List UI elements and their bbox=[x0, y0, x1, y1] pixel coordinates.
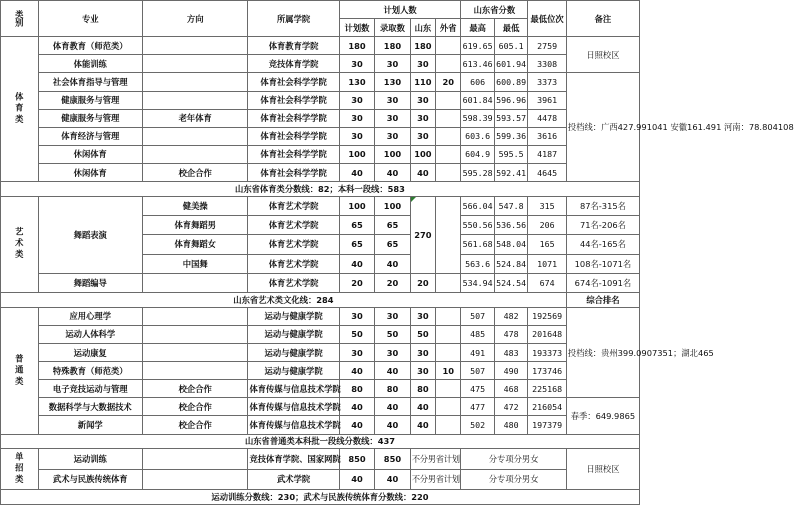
shandong-cell: 20 bbox=[410, 273, 435, 292]
shandong-cell: 180 bbox=[410, 37, 435, 55]
direction-cell bbox=[142, 449, 247, 469]
outside-cell bbox=[436, 37, 461, 55]
pe-summary: 山东省体育类分数线：82；本科一段线：583 bbox=[1, 182, 640, 197]
max-cell: 603.6 bbox=[461, 127, 494, 145]
rank-cell: 3616 bbox=[528, 127, 567, 145]
min-cell: 490 bbox=[494, 362, 527, 380]
college-cell: 体育社会科学学院 bbox=[248, 127, 339, 145]
major-cell: 武术与民族传统体育 bbox=[38, 469, 142, 489]
college-cell: 体育传媒与信息技术学院 bbox=[248, 380, 339, 398]
major-cell: 体能训练 bbox=[38, 55, 142, 73]
min-cell: 548.04 bbox=[494, 235, 527, 254]
note-cell-single: 日照校区 bbox=[566, 449, 639, 489]
direction-cell bbox=[142, 127, 247, 145]
direction-cell bbox=[142, 37, 247, 55]
rank-cell: 3961 bbox=[528, 91, 567, 109]
rank-cell: 197379 bbox=[528, 416, 567, 434]
plan-cell: 40 bbox=[339, 362, 374, 380]
admit-cell: 40 bbox=[375, 362, 410, 380]
college-cell: 武术学院 bbox=[248, 469, 339, 489]
table-row bbox=[1, 163, 640, 181]
general-summary: 山东省普通类本科批一段线分数线：437 bbox=[1, 434, 640, 449]
rank-cell: 2759 bbox=[528, 37, 567, 55]
college-cell: 运动与健康学院 bbox=[248, 343, 339, 361]
direction-cell: 健美操 bbox=[142, 197, 247, 216]
table-row bbox=[1, 127, 640, 145]
shandong-cell: 30 bbox=[410, 362, 435, 380]
shandong-cell: 50 bbox=[410, 325, 435, 343]
major-cell: 健康服务与管理 bbox=[38, 91, 142, 109]
min-cell: 472 bbox=[494, 398, 527, 416]
min-cell: 524.84 bbox=[494, 254, 527, 273]
shandong-cell: 110 bbox=[410, 73, 435, 91]
min-cell: 482 bbox=[494, 307, 527, 325]
major-cell: 社会体育指导与管理 bbox=[38, 73, 142, 91]
plan-cell: 40 bbox=[339, 398, 374, 416]
plan-cell: 30 bbox=[339, 109, 374, 127]
min-cell: 595.5 bbox=[494, 145, 527, 163]
admit-cell: 30 bbox=[375, 127, 410, 145]
table-row bbox=[1, 145, 640, 163]
admit-cell: 850 bbox=[375, 449, 410, 469]
max-score-header: 最高 bbox=[461, 19, 494, 37]
rank-cell: 173746 bbox=[528, 362, 567, 380]
category-header: 类别 bbox=[1, 1, 39, 37]
plan-cell: 180 bbox=[339, 37, 374, 55]
outside-cell bbox=[436, 109, 461, 127]
plan-cell: 30 bbox=[339, 307, 374, 325]
note-cell-pe-main: 投档线：广西427.991041 安徽161.491 河南：78.804108 bbox=[566, 73, 639, 182]
plan-cell: 65 bbox=[339, 235, 374, 254]
table-row bbox=[1, 325, 640, 343]
note-cell: 108名-1071名 bbox=[566, 254, 639, 273]
admit-cell: 30 bbox=[375, 91, 410, 109]
college-cell: 运动与健康学院 bbox=[248, 307, 339, 325]
rank-cell: 165 bbox=[528, 235, 567, 254]
section-label-art: 艺术类 bbox=[1, 197, 39, 293]
max-cell: 534.94 bbox=[461, 273, 494, 292]
outside-cell bbox=[436, 55, 461, 73]
rank-cell: 4645 bbox=[528, 163, 567, 181]
note-cell-general-main: 投档线：贵州399.0907351；湖北465 bbox=[566, 307, 639, 398]
min-cell: 600.89 bbox=[494, 73, 527, 91]
max-cell: 561.68 bbox=[461, 235, 494, 254]
table-row bbox=[1, 109, 640, 127]
table-row bbox=[1, 362, 640, 380]
admit-cell: 100 bbox=[375, 145, 410, 163]
score-split-cell: 分专项分男女 bbox=[461, 449, 566, 469]
shandong-cell: 30 bbox=[410, 55, 435, 73]
shandong-cell: 100 bbox=[410, 145, 435, 163]
direction-cell: 校企合作 bbox=[142, 380, 247, 398]
major-cell: 休闲体育 bbox=[38, 145, 142, 163]
outside-cell bbox=[436, 343, 461, 361]
direction-cell bbox=[142, 307, 247, 325]
direction-cell bbox=[142, 325, 247, 343]
outside-cell bbox=[436, 380, 461, 398]
rank-cell: 192569 bbox=[528, 307, 567, 325]
min-score-header: 最低 bbox=[494, 19, 527, 37]
college-cell: 运动与健康学院 bbox=[248, 362, 339, 380]
rank-header: 最低位次 bbox=[528, 1, 567, 37]
major-cell: 数据科学与大数据技术 bbox=[38, 398, 142, 416]
table-row bbox=[1, 37, 640, 55]
min-cell: 592.41 bbox=[494, 163, 527, 181]
college-header: 所属学院 bbox=[248, 1, 339, 37]
admit-cell: 180 bbox=[375, 37, 410, 55]
plan-cell: 30 bbox=[339, 127, 374, 145]
outside-cell bbox=[436, 91, 461, 109]
plan-cell: 130 bbox=[339, 73, 374, 91]
admit-cell: 30 bbox=[375, 55, 410, 73]
outside-header: 外省 bbox=[436, 19, 461, 37]
outside-cell bbox=[436, 163, 461, 181]
college-cell: 体育教育学院 bbox=[248, 37, 339, 55]
note-cell: 674名-1091名 bbox=[566, 273, 639, 292]
note-header: 备注 bbox=[566, 1, 639, 37]
max-cell: 491 bbox=[461, 343, 494, 361]
outside-cell: 20 bbox=[436, 73, 461, 91]
major-cell: 体育教育（师范类） bbox=[38, 37, 142, 55]
major-cell: 体育经济与管理 bbox=[38, 127, 142, 145]
direction-cell: 校企合作 bbox=[142, 163, 247, 181]
rank-cell: 201648 bbox=[528, 325, 567, 343]
college-cell: 体育传媒与信息技术学院 bbox=[248, 416, 339, 434]
admit-cell: 80 bbox=[375, 380, 410, 398]
college-cell: 体育社会科学学院 bbox=[248, 73, 339, 91]
table-row bbox=[1, 416, 640, 434]
college-cell: 竞技体育学院 bbox=[248, 55, 339, 73]
shandong-cell: 40 bbox=[410, 398, 435, 416]
art-group-major: 舞蹈表演 bbox=[38, 197, 142, 274]
shandong-cell: 80 bbox=[410, 380, 435, 398]
plan-cell: 40 bbox=[339, 163, 374, 181]
outside-cell bbox=[436, 307, 461, 325]
college-cell: 运动与健康学院 bbox=[248, 325, 339, 343]
college-cell: 竞技体育学院、国家网院 bbox=[248, 449, 339, 469]
table-row bbox=[1, 73, 640, 91]
college-cell: 体育艺术学院 bbox=[248, 235, 339, 254]
direction-cell: 体育舞蹈女 bbox=[142, 235, 247, 254]
art-shandong-merged: 270 bbox=[410, 197, 435, 274]
admit-cell: 30 bbox=[375, 343, 410, 361]
college-cell: 体育艺术学院 bbox=[248, 254, 339, 273]
max-cell: 550.56 bbox=[461, 216, 494, 235]
table-row bbox=[1, 380, 640, 398]
table-row bbox=[1, 273, 640, 292]
plan-cell: 40 bbox=[339, 254, 374, 273]
major-cell: 舞蹈编导 bbox=[38, 273, 142, 292]
note-cell: 44名-165名 bbox=[566, 235, 639, 254]
major-header: 专业 bbox=[38, 1, 142, 37]
shandong-cell: 30 bbox=[410, 91, 435, 109]
max-cell: 475 bbox=[461, 380, 494, 398]
max-cell: 606 bbox=[461, 73, 494, 91]
rank-cell: 3373 bbox=[528, 73, 567, 91]
min-cell: 536.56 bbox=[494, 216, 527, 235]
admit-cell: 20 bbox=[375, 273, 410, 292]
table-row bbox=[1, 449, 640, 469]
province-plan-cell: 不分男省计划 bbox=[410, 469, 461, 489]
rank-cell: 4187 bbox=[528, 145, 567, 163]
rank-cell: 3308 bbox=[528, 55, 567, 73]
summary-row bbox=[1, 182, 640, 197]
direction-cell bbox=[142, 55, 247, 73]
shandong-cell: 40 bbox=[410, 163, 435, 181]
min-cell: 480 bbox=[494, 416, 527, 434]
outside-cell bbox=[436, 127, 461, 145]
admit-cell: 65 bbox=[375, 216, 410, 235]
min-cell: 483 bbox=[494, 343, 527, 361]
max-cell: 485 bbox=[461, 325, 494, 343]
table-row bbox=[1, 398, 640, 416]
direction-cell bbox=[142, 362, 247, 380]
outside-cell bbox=[436, 325, 461, 343]
plan-cell: 20 bbox=[339, 273, 374, 292]
plan-cell: 40 bbox=[339, 416, 374, 434]
rank-cell: 1071 bbox=[528, 254, 567, 273]
direction-cell bbox=[142, 343, 247, 361]
admit-count-header: 录取数 bbox=[375, 19, 410, 37]
admit-cell: 40 bbox=[375, 163, 410, 181]
max-cell: 604.9 bbox=[461, 145, 494, 163]
college-cell: 体育传媒与信息技术学院 bbox=[248, 398, 339, 416]
max-cell: 563.6 bbox=[461, 254, 494, 273]
min-cell: 601.94 bbox=[494, 55, 527, 73]
direction-cell: 校企合作 bbox=[142, 416, 247, 434]
shandong-cell: 40 bbox=[410, 416, 435, 434]
direction-cell: 校企合作 bbox=[142, 398, 247, 416]
max-cell: 619.65 bbox=[461, 37, 494, 55]
table-row bbox=[1, 91, 640, 109]
max-cell: 477 bbox=[461, 398, 494, 416]
outside-cell bbox=[436, 273, 461, 292]
plan-cell: 100 bbox=[339, 197, 374, 216]
admit-cell: 130 bbox=[375, 73, 410, 91]
admit-cell: 30 bbox=[375, 307, 410, 325]
outside-cell bbox=[436, 145, 461, 163]
rank-cell: 225168 bbox=[528, 380, 567, 398]
shandong-header: 山东 bbox=[410, 19, 435, 37]
max-cell: 595.28 bbox=[461, 163, 494, 181]
note-cell: 87名-315名 bbox=[566, 197, 639, 216]
outside-cell: 10 bbox=[436, 362, 461, 380]
major-cell: 休闲体育 bbox=[38, 163, 142, 181]
score-group-header: 山东省分数 bbox=[461, 1, 528, 19]
admit-cell: 40 bbox=[375, 398, 410, 416]
major-cell: 应用心理学 bbox=[38, 307, 142, 325]
single-summary: 运动训练分数线：230；武术与民族传统体育分数线：220 bbox=[1, 489, 640, 504]
plan-cell: 40 bbox=[339, 469, 374, 489]
summary-row bbox=[1, 489, 640, 504]
min-cell: 478 bbox=[494, 325, 527, 343]
admit-cell: 40 bbox=[375, 254, 410, 273]
rank-cell: 206 bbox=[528, 216, 567, 235]
section-label-pe: 体育类 bbox=[1, 37, 39, 182]
direction-cell: 中国舞 bbox=[142, 254, 247, 273]
admit-cell: 40 bbox=[375, 416, 410, 434]
min-cell: 596.96 bbox=[494, 91, 527, 109]
table-row bbox=[1, 469, 640, 489]
plan-count-header: 计划数 bbox=[339, 19, 374, 37]
major-cell: 特殊教育（师范类） bbox=[38, 362, 142, 380]
summary-row bbox=[1, 292, 640, 307]
direction-cell bbox=[142, 469, 247, 489]
college-cell: 体育社会科学学院 bbox=[248, 145, 339, 163]
shandong-cell: 30 bbox=[410, 127, 435, 145]
shandong-cell: 30 bbox=[410, 307, 435, 325]
min-cell: 524.54 bbox=[494, 273, 527, 292]
college-cell: 体育社会科学学院 bbox=[248, 109, 339, 127]
outside-cell bbox=[436, 416, 461, 434]
plan-cell: 30 bbox=[339, 91, 374, 109]
direction-header: 方向 bbox=[142, 1, 247, 37]
plan-cell: 850 bbox=[339, 449, 374, 469]
admit-cell: 50 bbox=[375, 325, 410, 343]
plan-cell: 30 bbox=[339, 55, 374, 73]
college-cell: 体育艺术学院 bbox=[248, 197, 339, 216]
plan-cell: 50 bbox=[339, 325, 374, 343]
college-cell: 体育艺术学院 bbox=[248, 273, 339, 292]
note-cell: 71名-206名 bbox=[566, 216, 639, 235]
plan-cell: 100 bbox=[339, 145, 374, 163]
admit-cell: 30 bbox=[375, 109, 410, 127]
max-cell: 598.39 bbox=[461, 109, 494, 127]
max-cell: 613.46 bbox=[461, 55, 494, 73]
table-row bbox=[1, 343, 640, 361]
admit-cell: 40 bbox=[375, 469, 410, 489]
max-cell: 601.84 bbox=[461, 91, 494, 109]
art-summary: 山东省艺术类文化线：284 bbox=[1, 292, 567, 307]
min-cell: 599.36 bbox=[494, 127, 527, 145]
section-label-general: 普通类 bbox=[1, 307, 39, 434]
min-cell: 593.57 bbox=[494, 109, 527, 127]
major-cell: 运动训练 bbox=[38, 449, 142, 469]
summary-row bbox=[1, 434, 640, 449]
major-cell: 新闻学 bbox=[38, 416, 142, 434]
note-cell-general-bottom: 春季：649.9865 bbox=[566, 398, 639, 434]
max-cell: 507 bbox=[461, 307, 494, 325]
admit-cell: 100 bbox=[375, 197, 410, 216]
province-plan-cell: 不分男省计划 bbox=[410, 449, 461, 469]
direction-cell: 体育舞蹈男 bbox=[142, 216, 247, 235]
major-cell: 电子竞技运动与管理 bbox=[38, 380, 142, 398]
college-cell: 体育社会科学学院 bbox=[248, 163, 339, 181]
college-cell: 体育艺术学院 bbox=[248, 216, 339, 235]
min-cell: 605.1 bbox=[494, 37, 527, 55]
rank-cell: 674 bbox=[528, 273, 567, 292]
college-cell: 体育社会科学学院 bbox=[248, 91, 339, 109]
plan-cell: 80 bbox=[339, 380, 374, 398]
outside-cell bbox=[436, 398, 461, 416]
table-row bbox=[1, 55, 640, 73]
min-cell: 547.8 bbox=[494, 197, 527, 216]
table-row bbox=[1, 197, 640, 216]
major-cell: 健康服务与管理 bbox=[38, 109, 142, 127]
rank-cell: 4478 bbox=[528, 109, 567, 127]
plan-cell: 30 bbox=[339, 343, 374, 361]
rank-cell: 315 bbox=[528, 197, 567, 216]
section-label-single: 单招类 bbox=[1, 449, 39, 489]
direction-cell bbox=[142, 73, 247, 91]
art-outside-merged bbox=[436, 197, 461, 274]
rank-cell: 216054 bbox=[528, 398, 567, 416]
direction-cell bbox=[142, 91, 247, 109]
min-cell: 468 bbox=[494, 380, 527, 398]
shandong-cell: 30 bbox=[410, 343, 435, 361]
rank-cell: 193373 bbox=[528, 343, 567, 361]
plan-group-header: 计划人数 bbox=[339, 1, 461, 19]
shandong-cell: 30 bbox=[410, 109, 435, 127]
plan-cell: 65 bbox=[339, 216, 374, 235]
max-cell: 502 bbox=[461, 416, 494, 434]
note-cell-pe-top: 日照校区 bbox=[566, 37, 639, 73]
direction-cell: 老年体育 bbox=[142, 109, 247, 127]
max-cell: 566.04 bbox=[461, 197, 494, 216]
direction-cell bbox=[142, 273, 247, 292]
score-split-cell: 分专项分男女 bbox=[461, 469, 566, 489]
admit-cell: 65 bbox=[375, 235, 410, 254]
general-header-note: 综合排名 bbox=[566, 292, 639, 307]
direction-cell bbox=[142, 145, 247, 163]
major-cell: 运动人体科学 bbox=[38, 325, 142, 343]
max-cell: 507 bbox=[461, 362, 494, 380]
major-cell: 运动康复 bbox=[38, 343, 142, 361]
table-row bbox=[1, 307, 640, 325]
